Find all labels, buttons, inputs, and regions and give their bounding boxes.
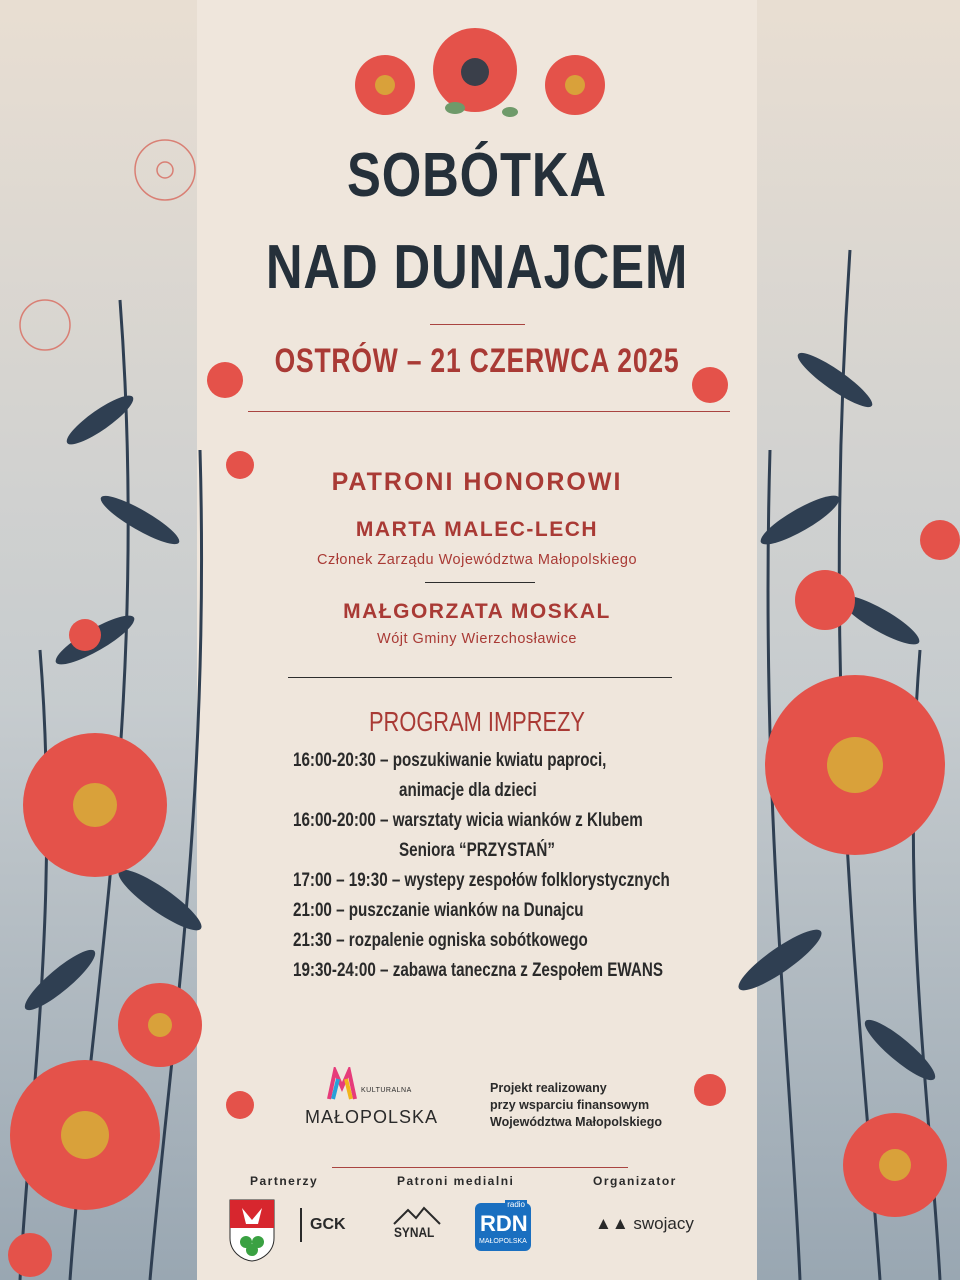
- program-row: 19:30-24:00 – zabawa taneczna z Zespołem EWANS: [293, 960, 664, 981]
- patrons-heading: PATRONI HONOROWI: [331, 468, 623, 496]
- program-row: 16:00-20:00 – warsztaty wicia wianków z Klubem: [293, 810, 643, 831]
- program-list: [293, 750, 733, 990]
- organizer-text: swojacy: [633, 1214, 694, 1233]
- gck-text: GCK: [310, 1216, 346, 1233]
- footer-divider: [332, 1167, 628, 1168]
- malopolska-m-icon: [327, 1067, 357, 1101]
- program-row: Seniora “PRZYSTAŃ”: [399, 840, 555, 861]
- logo-big-text: MAŁOPOLSKA: [305, 1107, 439, 1127]
- program-row: 21:30 – rozpalenie ogniska sobótkowego: [293, 930, 588, 951]
- media-label: Patroni medialni: [397, 1174, 515, 1188]
- organizer-icon: ▲▲: [595, 1214, 629, 1233]
- organizer-logo: [595, 1214, 694, 1234]
- patron-role: Członek Zarządu Województwa Małopolskiego: [316, 552, 638, 568]
- patrons-divider: [425, 582, 535, 583]
- gck-logo: [300, 1208, 358, 1242]
- title-divider: [430, 324, 525, 325]
- mountain-icon: [392, 1206, 442, 1226]
- program-row: 16:00-20:30 – poszukiwanie kwiatu paproci,: [293, 750, 607, 771]
- rdn-text: RDN: [480, 1211, 528, 1236]
- event-title-line2: NAD DUNAJCEM: [265, 233, 689, 302]
- program-row: 17:00 – 19:30 – wystepy zespołów folklorystycznych: [293, 870, 670, 891]
- event-subtitle: OSTRÓW – 21 CZERWCA 2025: [274, 342, 680, 380]
- rdn-sub-text: MAŁOPOLSKA: [479, 1238, 527, 1245]
- patron-role: Wójt Gminy Wierzchosławice: [377, 631, 577, 647]
- partners-label: Partnerzy: [250, 1174, 319, 1188]
- patron-name: MARTA MALEC-LECH: [355, 518, 599, 541]
- logo-small-text: KULTURALNA: [361, 1087, 412, 1094]
- program-heading: PROGRAM IMPREZY: [368, 706, 585, 737]
- organizer-label: Organizator: [593, 1174, 677, 1188]
- support-line: Projekt realizowany: [490, 1081, 607, 1095]
- kulturalna-malopolska-logo: [305, 1067, 440, 1137]
- support-text: [490, 1080, 690, 1131]
- coat-of-arms-logo: [228, 1198, 276, 1262]
- patron-name: MAŁGORZATA MOSKAL: [343, 600, 611, 623]
- event-title-line1: SOBÓTKA: [347, 141, 607, 210]
- program-row: animacje dla dzieci: [399, 780, 537, 801]
- support-line: Województwa Małopolskiego: [490, 1115, 663, 1129]
- rdn-radio-text: radio: [507, 1200, 525, 1209]
- support-line: przy wsparciu finansowym: [490, 1098, 650, 1112]
- program-divider: [288, 677, 672, 678]
- synal-text: SYNAL: [394, 1224, 435, 1240]
- subtitle-divider: [248, 411, 730, 412]
- program-row: 21:00 – puszczanie wianków na Dunajcu: [293, 900, 584, 921]
- synal-logo: [392, 1206, 442, 1246]
- rdn-logo: [475, 1200, 531, 1251]
